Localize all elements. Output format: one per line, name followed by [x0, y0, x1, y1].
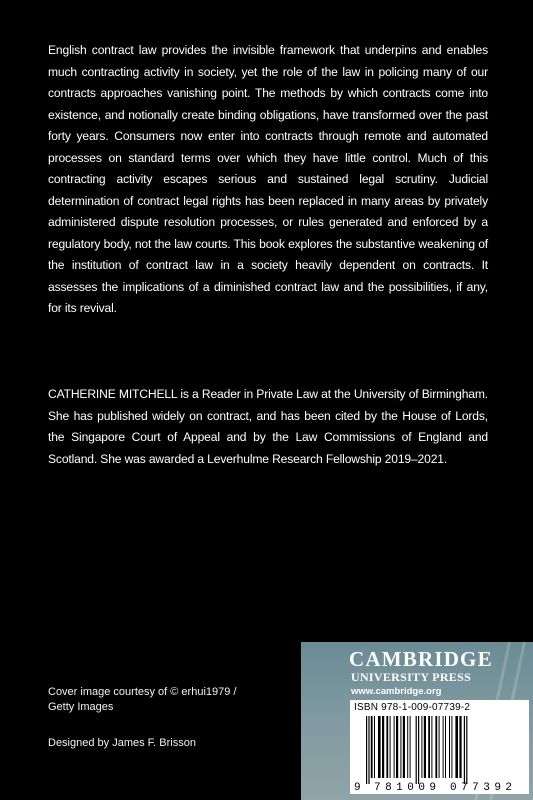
barcode-bar: [382, 716, 384, 778]
barcode-bar: [443, 716, 444, 778]
isbn-label: ISBN 978-1-009-07739-2: [354, 702, 471, 713]
barcode-bar: [394, 716, 395, 778]
barcode-bar: [435, 716, 437, 778]
barcode-box: [350, 700, 529, 794]
publisher-panel: [301, 642, 533, 800]
barcode-bar: [390, 716, 391, 778]
barcode-bar: [386, 716, 388, 778]
barcode-bar: [421, 716, 422, 778]
barcode-bar: [459, 716, 461, 778]
barcode-bar: [366, 716, 367, 784]
cover-image-credit-line1: Cover image courtesy of © erhui1979 /: [48, 686, 237, 698]
barcode-bar: [424, 716, 426, 778]
barcode-bar: [416, 716, 417, 784]
barcode-bar: [464, 716, 465, 784]
barcode-bar: [400, 716, 401, 778]
cover-image-credit-line2: Getty Images: [48, 701, 114, 713]
barcode-bar: [466, 716, 467, 784]
barcode-bar: [451, 716, 452, 778]
barcode-digits-right: 077392: [450, 782, 512, 794]
barcode-bar: [368, 716, 369, 784]
publisher-subtitle: UNIVERSITY PRESS: [351, 670, 472, 684]
barcode-bar: [418, 716, 419, 784]
barcode-icon: [350, 700, 529, 794]
barcode-bar: [410, 716, 411, 778]
book-description: English contract law provides the invisible framework that underpins and enables much contracting activity in society, yet the role of the law in policing many of our contracts approaches vanishing point. The methods by which contracts come into existence, and notionally create binding obligations, have transformed over the past forty years. Consumers now enter into contracts through remote and automated processes on standard terms over which they have little control. Much of this contracting activity escapes serious and sustained legal scrutiny. Judicial determination of contract legal rights has been replaced in many areas by privately administered dispute resolution processes, or rules generated and enforced by a regulatory body, not the law courts. This book explores the substantive weakening of the institution of contract law in a society heavily dependent on contracts. It assesses the implications of a diminished contract law and the possibilities, if any, for its revival.: [48, 43, 488, 315]
barcode-bar: [407, 716, 408, 778]
barcode-digits-left: 781009: [374, 782, 436, 794]
barcode-bar: [428, 716, 430, 778]
barcode-bar: [449, 716, 450, 778]
barcode-digit-first: 9: [354, 782, 361, 794]
barcode-bar: [396, 716, 398, 778]
author-bio: CATHERINE MITCHELL is a Reader in Private Law at the University of Birmingham. She has published widely on contract, and has been cited by the House of Lords, the Singapore Court of Appeal and by the Law Commissions of England and Scotland. She was awarded a Leverhulme Research Fellowship 2019–2021.: [48, 387, 488, 466]
barcode-bar: [439, 716, 440, 778]
barcode-bar: [431, 716, 432, 778]
barcode-bar: [403, 716, 405, 778]
barcode-bar: [378, 716, 381, 778]
publisher-url: www.cambridge.org: [351, 686, 442, 697]
cover-image-credit: [48, 685, 278, 715]
barcode-bar: [455, 716, 458, 778]
designer-credit: Designed by James F. Brisson: [48, 737, 196, 749]
barcode-bar: [374, 716, 375, 778]
barcode-bar: [445, 716, 446, 778]
barcode-bar: [371, 716, 373, 778]
publisher-name: CAMBRIDGE: [349, 647, 493, 671]
